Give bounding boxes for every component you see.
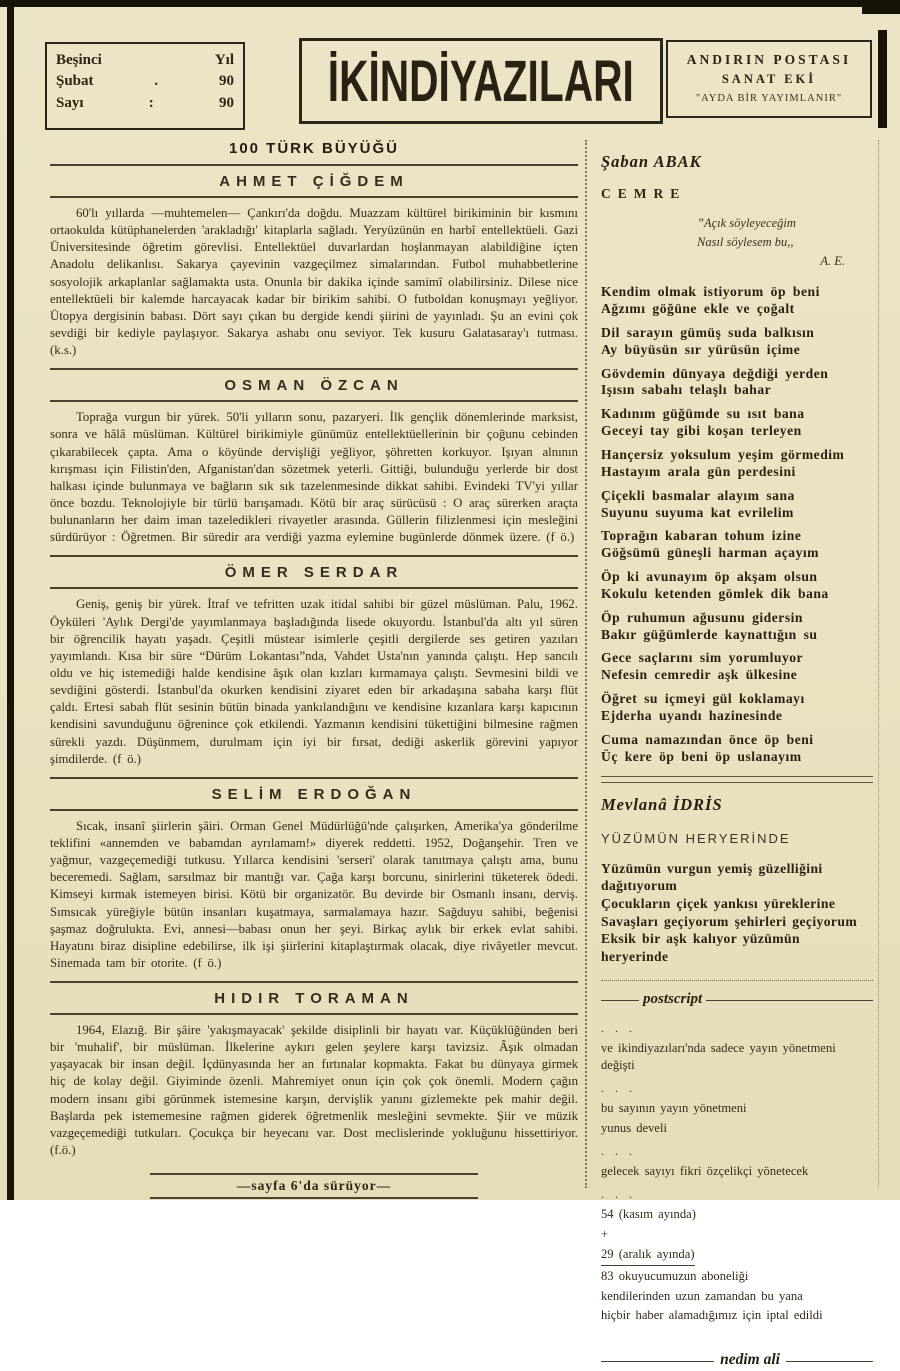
section-text-hidir-toraman: 1964, Elazığ. Bir şâire 'yakışmayacak' şekilde disiplinli bir hayatı var. Küçüklüğünden beri bir 'muhalif', bir müslüman. İlkelerine aykırı gelen şeylere karşı tavizsiz. Âşık olmadan yaşayacak bir insan değil. İçdünyasında her an fırtınalar kopmakta. Fakat bu dünyaya girmek hiç de kolay değil. Giyiminde özenli. Mahremiyet onun için çok çok önemli. Modern çağın modern insanı gibi görünmek istemesine karşın, dervişlik yanını gizlemekte pek mahir değil. Başlarda pek istememesine rağmen giderek öğretmenlik mesleğini sevmekte. Şiir ve müzik vazgeçemediği tutkuları. Çocukça bir heyecanı var. Dost meclislerinde yokluğunu hissettiriyor. (f.ö.) [50,1023,578,1158]
issue-separator: : [148,94,154,111]
scan-edge-corner [862,0,900,14]
dots-separator: . . . [601,1187,635,1201]
poem-line: Öğret su içmeyi gül koklamayı [601,691,805,707]
column-heading: 100 TÜRK BÜYÜĞÜ [228,140,400,157]
postscript-current-editor: bu sayının yayın yönetmeni [601,1101,747,1116]
signature-name: nedim ali [720,1351,780,1369]
poem-line: Cuma namazından önce öp beni [601,731,814,747]
continuation-text: —sayfa 6'da sürüyor— [236,1178,392,1194]
poem-couplet [601,447,873,481]
issue-value: 90 [219,73,234,90]
issue-label: Sayı [56,94,84,111]
poem-line: Geceyi tay gibi koşan terleyen [601,423,802,439]
poem-author-mevlana-idris: Mevlanâ İDRİS [601,794,723,814]
subscription-note: hiçbir haber alamadığımız için iptal edildi [601,1308,823,1323]
masthead-box [299,38,663,124]
section-text-omer-serdar: Geniş, geniş bir yürek. İtraf ve tefritten uzak itidal sahibi bir güzel müslüman. Palu, 1962. Öyküleri 'Aylık Dergi'de yayımlanmaya başladığında lisede okuyordu. İstanbul'da altı yıl süren bir öğrencilik hayatı yaşadı. Çeşitli müstear isimlerle çeşitli dergilerde ses getiren yazıları yayımlandı. Kısa bir süre “Dürüm Lokantası”nda, Vahdet Usta'nın yanında çalıştı. Hep sancılı oldu ve hiç istemediği halde kendisine âşık olan kızları kırmamaya çalıştı. Sevmesini bildi ve sevdiğini gösterdi. İstanbul'da okurken kendisini ziyaret eden bir arkadaşına sabaha karşı flüt çaldı. Ertesi sabah flüt sesinin bütün binada yankılandığını ve kendisine kızanlara karşı kapıcının kendisini savunduğunu öğrenince çok etkilendi. Yazmanın kendisini tükettiğini bilmesine rağmen sürekli yazdı. Düşünmem, durulmam için iyi bir fırsat, dediği askerlik görevini yapıyor şimdilerde. (f ö.) [50,597,578,766]
poem-title-yuzumun-heryerinde: YÜZÜMÜN HERYERİNDE [601,830,791,846]
subscription-sum-b: 29 (aralık ayında) [601,1246,873,1266]
newspaper-title: İKİNDİYAZILARI [327,48,635,114]
section-text-ahmet-cigdem: 60'lı yıllarda —muhtemelen— Çankırı'da doğdu. Muazzam kültürel birikiminin bir kısmını ortaokulda kütüphanelerden 'arakladığı' kitaplarla sağladı. Yeryüzünün en harbî entellektüeli. Gazi Üniversitesinde öğretim görevlisi. Entellektüel duvarlardan hoşlanmayan alabildiğine içten Anadolu delikanlısı. Sakarya çayevinin vazgeçilmez simalarından. Futbol muhabbetlerine sosyolojik arkaplanlar sağlamakta usta. Onunla bir dakika içinde samimî olabilirsiniz. Dilese nice entellektüeli bir kalemde harcayacak kadar bir birikim sahibi. O futboldan konuşmayı yeğliyor. Ütopya dergisinin babası. Dört sayı çıkan bu dergide kendi şiirini de yayınladı. Şu an evini çok sevdiği bir kediyle paylaşıyor. Sakarya ashabı onu seviyor. Tek kusuru Galatasaray'ı tutması. (k.s.) [50,206,578,358]
poem-author-saban-abak: Şaban ABAK [601,152,702,171]
epigraph-line: ”Açık söyleyeceğim [697,216,796,230]
poem-line: Dil sarayın gümüş suda balkısın [601,324,815,340]
poem-couplet [601,732,873,766]
postscript-rule [601,1000,639,1001]
poem-line: Çocukların çiçek yankısı yüreklerine [601,895,836,911]
poem-line: Ağzımı göğüne ekle ve çoğalt [601,301,795,317]
horizontal-rule [50,587,578,589]
poem-line: Ejderha uyandı hazinesinde [601,707,783,723]
poem-couplet [601,691,873,725]
poem-line: Yüzümün vurgun yemiş güzelliğini dağıtıyorum [601,860,823,894]
issue-separator: . [154,73,159,90]
section-text-osman-ozcan: Toprağa vurgun bir yürek. 50'li yılların sonu, pazaryeri. İlk gençlik dönemlerinde marksist, sonra ve hâlâ müslüman. Kültürel birikimiyle günümüz entellektüellerinin bir çoğunu cebinden çıkarabilecek çapta. Ama o köyünde dervişliği yeğliyor, şöhretten korkuyor. Işıyan alnının kırışması için Filistin'den, Afganistan'dan sözetmek yeterli. Gittiği, bulunduğu yerlerde bir dost halkası içinde bulunmaya ve bağların sık sık tazelenmesinde dikkat sahibi. Evindeki TV'yi yıllar önce bozdu. Teknolojiyle bir türlü barışamadı. Kötü bir araç sürücüsü : O araç sürerken araçta bulunanların her daim iman tazeledikleri rivayetler arasında. Güllerin filizlenmesi için mesleğini sürdürüyor : Öğretmen. Bir süredir ara verdiği yazma eylemine bugünlerde dönmek üzere. (f ö.) [50,410,578,545]
postscript-change-note: ve ikindiyazıları'nda sadece yayın yönetmeni değişti [601,1040,836,1073]
horizontal-rule [50,1013,578,1015]
issue-row-number [56,93,234,114]
horizontal-rule [50,196,578,198]
poem-line: Eksik bir aşk kalıyor yüzümün heryerinde [601,931,800,964]
poem-line: Çiçekli basmalar alayım sana [601,487,795,503]
postscript-header [601,991,873,1010]
poem-line: Öp ruhumun ağusunu gidersin [601,609,803,625]
subscription-note: kendilerinden uzun zamandan bu yana [601,1288,803,1303]
poem-body-cemre [601,284,873,765]
poem-body-heryerinde [601,860,873,966]
section-text-selim-erdogan: Sıcak, insanî şiirlerin şâiri. Orman Genel Müdürlüğü'nde çalışırken, Amerika'ya gönderilme teklifini «annemden ve babamdan ayrılamam!» diyerek reddetti. 1952, Doğanşehir. Tren ve yağmur, vazgeçemediği tutkusu. Yıllarca kendisini 'serseri' olarak tanıtmaya çalıştı ama, bunu beceremedi. Sağlam, sarsılmaz bir mantığı var. Çağa karşı borcunu, sinirlerini tüketerek ödedi. Kimseyi kırmak istemeyen birisi. Kötü bir organizatör. Bu devirde bir Osmanlı insanı, derviş. Sımsıcak yüreğiyle bütün insanları kuşatmaya, sarmalamaya hazır. Sağduyu sahibi, beğenisi şaşmaz doğrulukta. Evi, annesi—babası onun her şeyi. Birkaç aylık bir erkek evlat sahibi. Hayatını biraz disipline edebilirse, ilk işi şiirlerini kitaplaştırmak olacak, diye rivâyetler mevcut. Sinemada tam bir otorite. (f ö.) [50,818,578,970]
horizontal-rule [50,809,578,811]
section-title-ahmet-cigdem: AHMET ÇİĞDEM [219,173,409,190]
epigraph-attribution: A. E. [820,253,845,268]
right-column [601,152,873,1371]
poem-line: Kendim olmak istiyorum öp beni [601,284,820,300]
poem-couplet [601,284,873,318]
supplement-publisher: ANDIRIN POSTASI [686,52,852,67]
poem-line: Gece saçlarını sim yorumluyor [601,650,804,666]
double-rule [601,776,873,783]
poem-couplet [601,650,873,684]
issue-row-year [56,50,234,71]
signature-row [601,1351,873,1371]
poem-line: Suyunu suyuma kat evrilelim [601,504,794,520]
issue-value: Yıl [214,52,234,68]
epigraph-line: Nasıl söylesem bu,, [697,234,794,249]
continuation-rule [150,1197,477,1199]
poem-title-cemre: CEMRE [601,186,687,201]
poem-line: Hançersiz yoksulum yeşim görmedim [601,447,845,462]
poem-line: Ay büyüsün sır yürüsün içime [601,341,801,357]
poem-line: Gövdemin dünyaya değdiği yerden [601,365,829,381]
poem-line: Bakır güğümlerde kaynattığın su [601,626,818,642]
postscript-next-editor: gelecek sayıyı fikri özçelikçi yönetecek [601,1164,809,1179]
poem-couplet [601,406,873,440]
subscription-sum-a: 54 (kasım ayında) [601,1207,696,1222]
poem-couplet [601,528,873,562]
poem-line: Işısın sabahı telaşlı bahar [601,382,772,398]
poem-line: Kadınım güğümde su ısıt bana [601,406,805,422]
subscription-sum-total: 83 okuyucumuzun aboneliği [601,1268,749,1283]
poem-couplet [601,610,873,644]
issue-value: 90 [218,94,234,111]
signature-rule [786,1361,873,1362]
poem-couplet [601,325,873,359]
issue-row-month [56,71,234,92]
poem-couplet [601,569,873,603]
poem-line: Nefesin cemredir aşk ülkesine [601,667,798,683]
continuation-marker [50,1173,578,1199]
section-title-selim-erdogan: SELİM ERDOĞAN [211,785,417,803]
poem-line: Göğsümü güneşli harman açayım [601,545,819,561]
section-title-omer-serdar: ÖMER SERDAR [224,564,404,582]
scan-edge-left [7,0,14,1200]
poem-line: Hastayım arala gün perdesini [601,463,796,479]
postscript-current-editor-name: yunus develi [601,1121,668,1136]
poem-line: Savaşları geçiyorum şehirleri geçiyorum [601,913,858,929]
scan-edge-top [0,0,900,7]
postscript-body [601,1020,873,1326]
dotted-rule [601,980,873,981]
poem-line: Toprağın kabaran tohum izine [601,528,802,544]
poem-line: Kokulu ketenden gömlek dik bana [601,585,829,601]
poem-couplet [601,488,873,522]
section-title-hidir-toraman: HIDIR TORAMAN [214,990,414,1008]
poem-line: Üç kere öp beni öp uslanayım [601,748,802,764]
issue-info-box [45,42,245,130]
issue-label: Beşinci [56,52,102,68]
postscript-rule [706,1000,873,1001]
poem-epigraph [697,214,873,270]
signature-rule [601,1361,714,1362]
right-column-edge [878,140,879,1188]
supplement-frequency: "AYDA BİR YAYIMLANIR" [695,93,843,104]
supplement-info-box [666,40,872,118]
left-column [50,140,578,1199]
column-divider [585,140,587,1188]
scan-edge-right-bar [878,30,887,128]
postscript-label: postscript [643,990,703,1007]
dots-separator: . . . [601,1144,635,1159]
section-title-osman-ozcan: OSMAN ÖZCAN [224,377,404,395]
poem-line: Öp ki avunayım öp akşam olsun [601,569,818,585]
horizontal-rule [50,400,578,402]
dots-separator: . . . [601,1081,635,1096]
supplement-name: SANAT EKİ [721,72,817,86]
poem-couplet [601,366,873,400]
issue-label: Şubat [56,73,94,90]
dots-separator: . . . [601,1020,635,1035]
subscription-sum-plus: + [601,1226,609,1241]
